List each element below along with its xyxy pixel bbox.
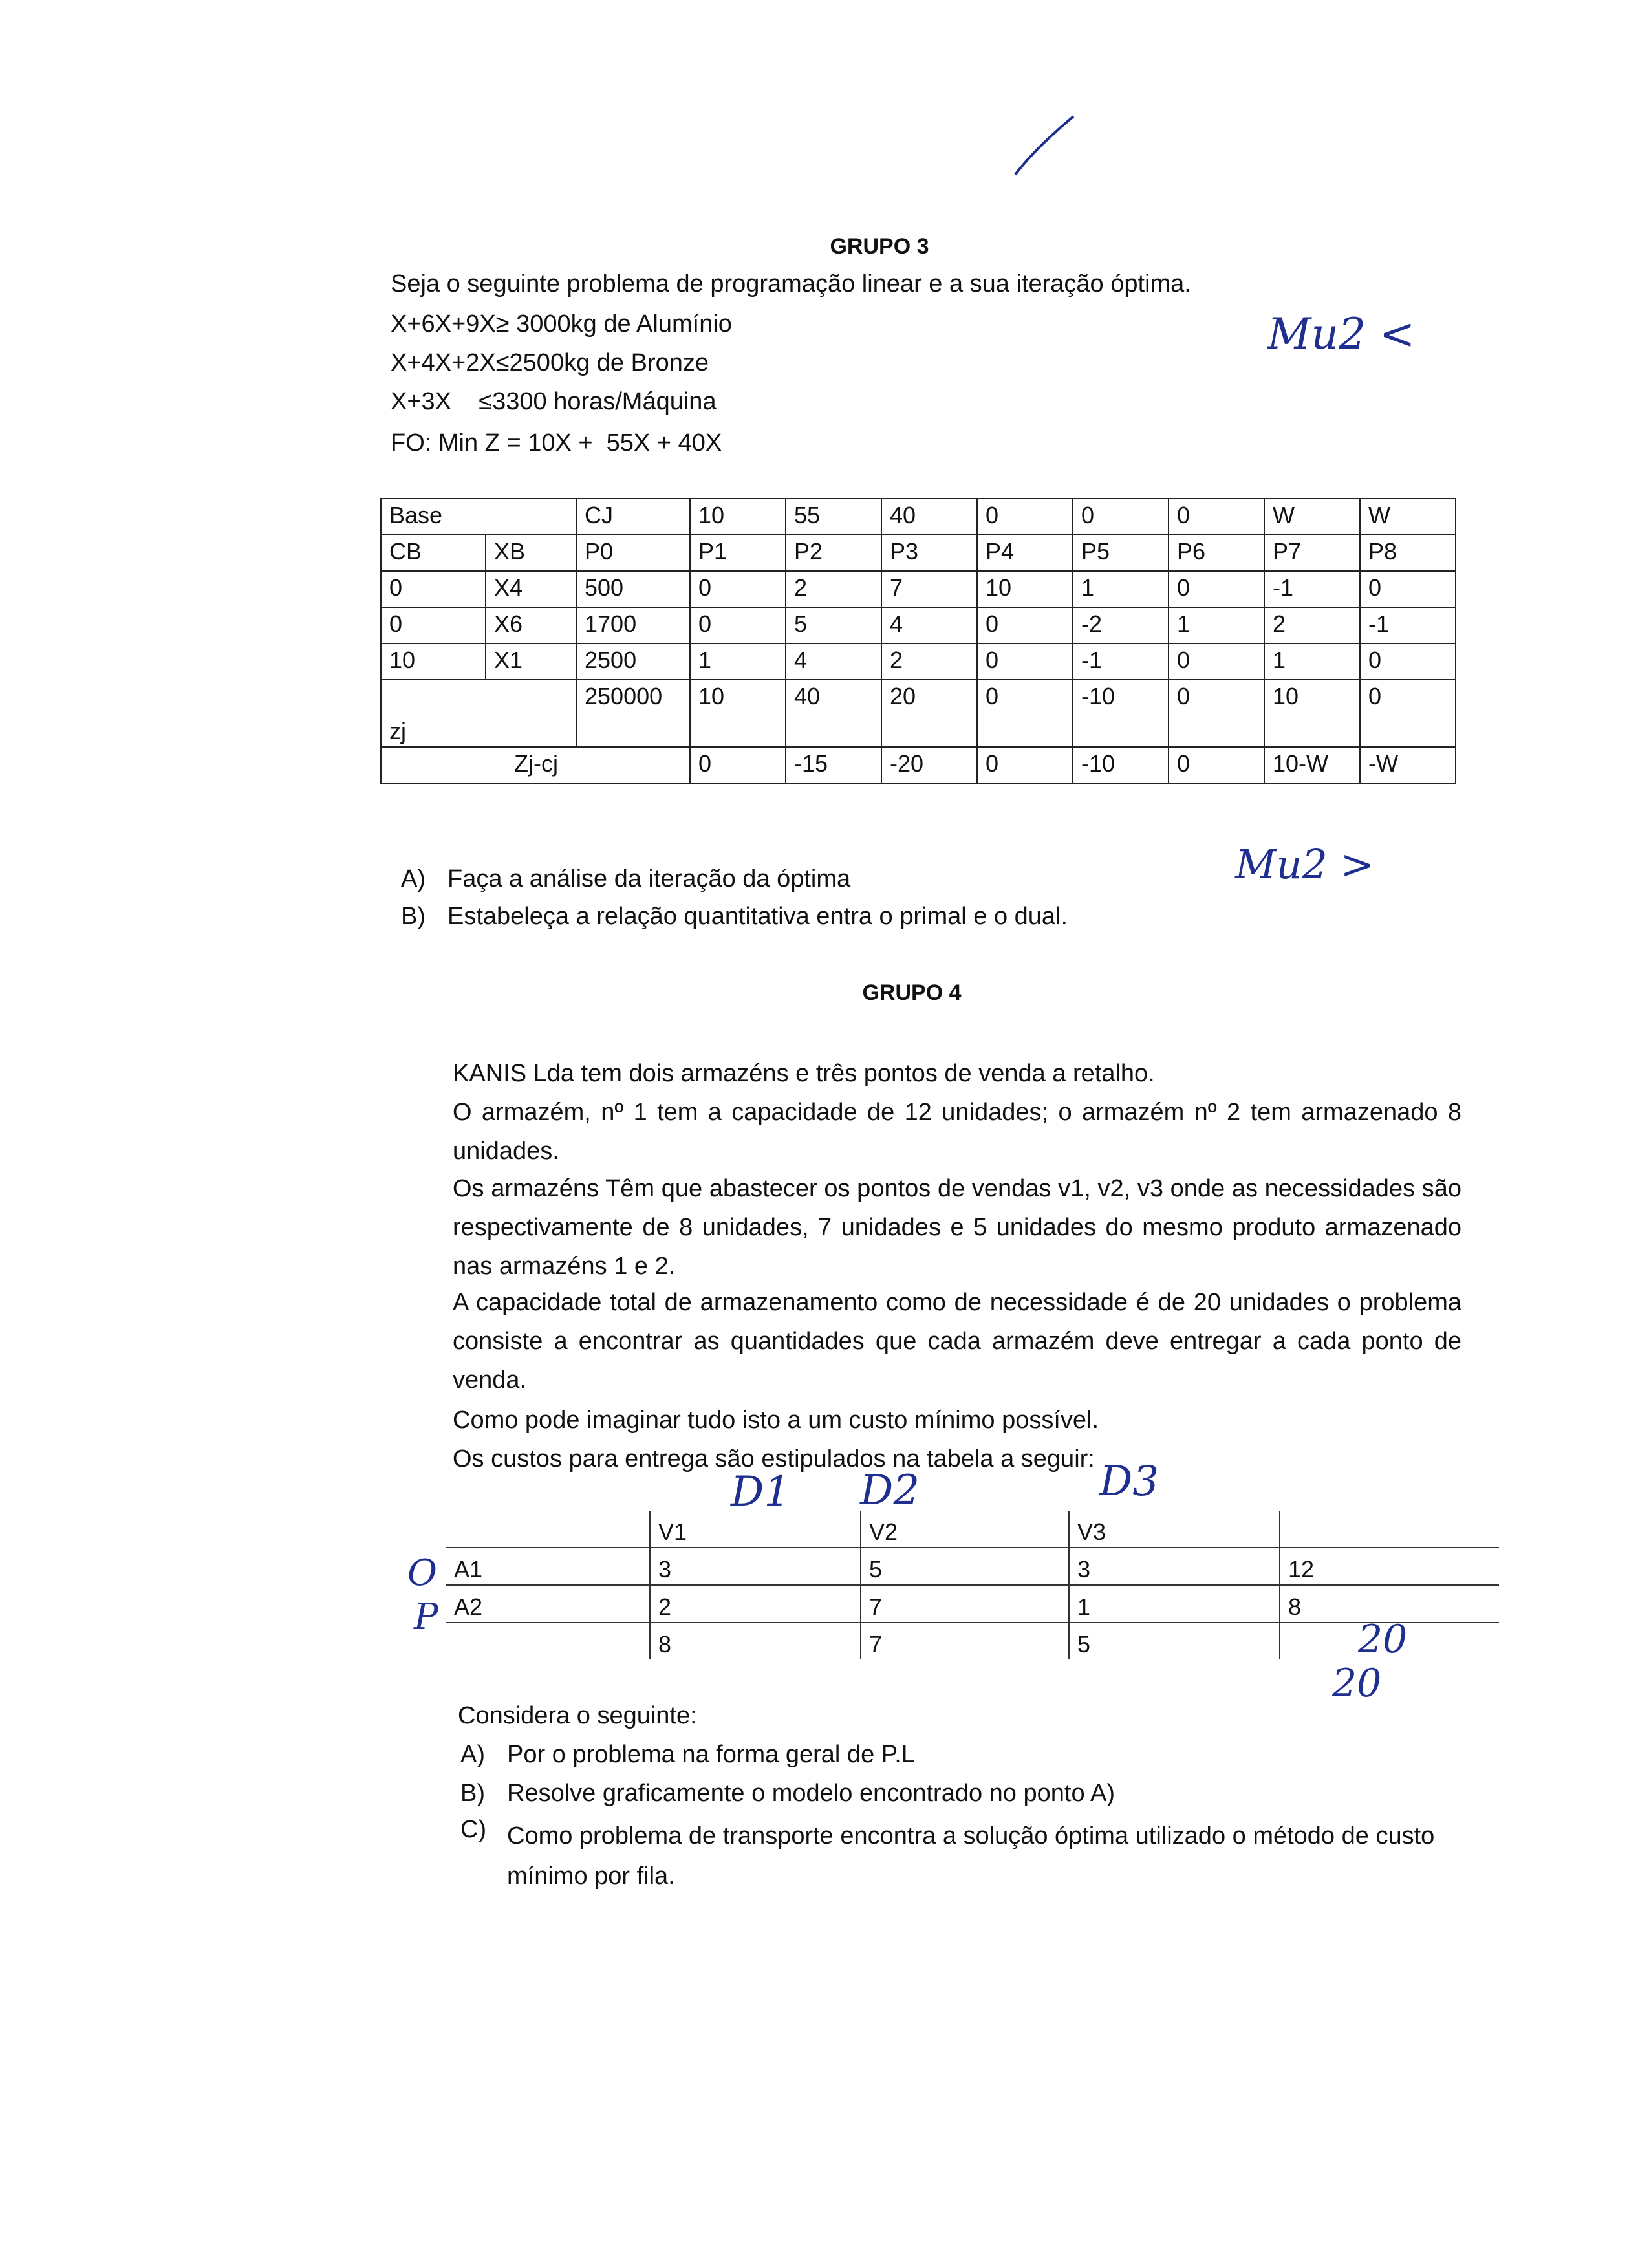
table-cell: -10: [1073, 680, 1169, 747]
table-cell: P4: [977, 535, 1073, 571]
table-cell: 0: [1073, 499, 1169, 535]
table-row: [446, 1511, 1499, 1548]
table-cell: 2: [881, 643, 977, 680]
table-cell: 3: [650, 1548, 861, 1585]
table-cell: P1: [690, 535, 786, 571]
table-row: [381, 499, 1456, 535]
table-cell: X6: [486, 607, 576, 643]
table-cell: -1: [1360, 607, 1456, 643]
table-cell: [446, 1623, 650, 1659]
question-text: Resolve graficamente o modelo encontrado no ponto A): [507, 1780, 1116, 1807]
table-cell: X1: [486, 643, 576, 680]
table-cell: 7: [861, 1585, 1069, 1623]
table-cell: 500: [576, 571, 690, 607]
table-cell: 2500: [576, 643, 690, 680]
table-cell: 2: [786, 571, 881, 607]
table-cell: 2: [1264, 607, 1360, 643]
table-cell: 12: [1280, 1548, 1499, 1585]
grupo3-title: GRUPO 3: [830, 234, 929, 259]
grupo4-paragraph-5: Como pode imaginar tudo isto a um custo mínimo possível.: [453, 1407, 1099, 1434]
table-cell: 10: [381, 643, 486, 680]
table-cell: 40: [786, 680, 881, 747]
table-cell: -1: [1264, 571, 1360, 607]
objective-function: FO: Min Z = 10X + 55X + 40X: [391, 429, 722, 457]
grupo4-paragraph-4: A capacidade total de armazenamento como de necessidade é de 20 unidades o problema consiste a encontrar as quantidades que cada armazém deve entregar a cada ponto de venda.: [453, 1289, 1461, 1394]
table-cell: zj: [381, 680, 576, 747]
table-cell: 0: [977, 747, 1073, 783]
table-cell: -20: [881, 747, 977, 783]
table-cell: -15: [786, 747, 881, 783]
table-cell: 0: [381, 571, 486, 607]
table-cell: 1: [1264, 643, 1360, 680]
table-row: [446, 1623, 1499, 1659]
table-cell: P7: [1264, 535, 1360, 571]
table-cell: 0: [977, 607, 1073, 643]
table-cell: 250000: [576, 680, 690, 747]
handwritten-total-top: 20: [1358, 1617, 1408, 1662]
simplex-table: [380, 498, 1456, 784]
table-cell: -2: [1073, 607, 1169, 643]
table-cell: 0: [1360, 643, 1456, 680]
table-cell: A2: [446, 1585, 650, 1623]
table-cell: -1: [1073, 643, 1169, 680]
table-cell: 4: [881, 607, 977, 643]
question-text: Faça a análise da iteração da óptima: [447, 865, 851, 892]
question-a: [401, 865, 851, 893]
table-cell: 10: [977, 571, 1073, 607]
constraint-horas: X+3X ≤3300 horas/Máquina: [391, 388, 717, 415]
table-cell: V2: [861, 1511, 1069, 1548]
table-cell: A1: [446, 1548, 650, 1585]
table-cell: -W: [1360, 747, 1456, 783]
table-cell: 8: [650, 1623, 861, 1659]
question-text: Como problema de transporte encontra a solução óptima utilizado o método de custo mínimo por fila.: [507, 1822, 1435, 1890]
table-cell: 5: [861, 1548, 1069, 1585]
table-row: [446, 1585, 1499, 1623]
table-cell: 20: [881, 680, 977, 747]
grupo4-paragraph-3: Os armazéns Têm que abastecer os pontos de vendas v1, v2, v3 onde as necessidades são respectivamente de 8 unidades, 7 unidades e 5 unidades do mesmo produto armazenado nas armazéns 1 e 2.: [453, 1175, 1461, 1280]
table-cell: P3: [881, 535, 977, 571]
grupo3-intro: Seja o seguinte problema de programação linear e a sua iteração óptima.: [391, 270, 1191, 297]
table-cell: XB: [486, 535, 576, 571]
table-cell: 0: [1169, 499, 1264, 535]
question-b: [401, 903, 1068, 931]
constraint-bronze: X+4X+2X≤2500kg de Bronze: [391, 349, 709, 376]
table-cell: V3: [1069, 1511, 1280, 1548]
table-cell: Base: [381, 499, 576, 535]
table-cell: 10-W: [1264, 747, 1360, 783]
table-cell: 0: [1169, 643, 1264, 680]
table-cell: 0: [1360, 571, 1456, 607]
grupo4-paragraph-2: O armazém, nº 1 tem a capacidade de 12 unidades; o armazém nº 2 tem armazenado 8 unidades.: [453, 1099, 1461, 1165]
check-mark: [1009, 110, 1080, 184]
table-cell: 1: [1073, 571, 1169, 607]
table-cell: [446, 1511, 650, 1548]
question-text: Estabeleça a relação quantitativa entra o primal e o dual.: [447, 903, 1068, 930]
table-row: [381, 607, 1456, 643]
table-cell: CB: [381, 535, 486, 571]
table-cell: P8: [1360, 535, 1456, 571]
table-row: [381, 535, 1456, 571]
handwritten-d1: D1: [731, 1468, 791, 1516]
handwritten-d2: D2: [860, 1467, 920, 1515]
table-cell: 0: [690, 747, 786, 783]
table-cell: 0: [1169, 680, 1264, 747]
table-cell: V1: [650, 1511, 861, 1548]
grupo4-title: GRUPO 4: [862, 980, 962, 1005]
table-cell: 7: [881, 571, 977, 607]
question-c: [460, 1816, 1435, 1890]
table-cell: 4: [786, 643, 881, 680]
table-row: [381, 680, 1456, 747]
table-cell: 5: [1069, 1623, 1280, 1659]
question-a: [460, 1741, 915, 1769]
handwritten-p: P: [414, 1596, 438, 1638]
question-b: [460, 1780, 1116, 1808]
table-cell: 10: [690, 680, 786, 747]
table-cell: X4: [486, 571, 576, 607]
question-letter: B): [401, 903, 426, 930]
consider-label: Considera o seguinte:: [458, 1702, 697, 1729]
table-cell: 0: [1169, 571, 1264, 607]
table-cell: 1: [690, 643, 786, 680]
table-row: [446, 1548, 1499, 1585]
table-cell: 10: [1264, 680, 1360, 747]
table-cell: 0: [1360, 680, 1456, 747]
table-row: [381, 643, 1456, 680]
handwritten-o: O: [407, 1552, 437, 1594]
table-cell: 5: [786, 607, 881, 643]
table-cell: 10: [690, 499, 786, 535]
table-cell: 8: [1280, 1585, 1499, 1623]
table-cell: 1: [1069, 1585, 1280, 1623]
table-cell: P6: [1169, 535, 1264, 571]
table-cell: CJ: [576, 499, 690, 535]
grupo4-paragraph-1: KANIS Lda tem dois armazéns e três pontos de venda a retalho.: [453, 1060, 1155, 1087]
constraint-aluminio: X+6X+9X≥ 3000kg de Alumínio: [391, 310, 732, 338]
table-cell: 0: [1169, 747, 1264, 783]
table-cell: 0: [690, 571, 786, 607]
question-letter: A): [460, 1741, 485, 1768]
table-cell: 7: [861, 1623, 1069, 1659]
table-cell: 2: [650, 1585, 861, 1623]
table-cell: 1700: [576, 607, 690, 643]
table-cell: 0: [977, 643, 1073, 680]
table-cell: P0: [576, 535, 690, 571]
table-cell: 0: [690, 607, 786, 643]
handwritten-d3: D3: [1099, 1458, 1159, 1506]
question-text: Por o problema na forma geral de P.L: [507, 1741, 915, 1768]
table-cell: W: [1360, 499, 1456, 535]
question-letter: C): [460, 1816, 487, 1843]
question-letter: B): [460, 1780, 485, 1807]
table-cell: Zj-cj: [381, 747, 690, 783]
handwritten-note-top: Mu2 <: [1267, 309, 1416, 359]
grupo4-paragraph-6: Os custos para entrega são estipulados na tabela a seguir:: [453, 1445, 1095, 1473]
table-cell: -10: [1073, 747, 1169, 783]
table-cell: W: [1264, 499, 1360, 535]
table-cell: 55: [786, 499, 881, 535]
table-cell: 0: [977, 680, 1073, 747]
handwritten-total-bottom: 20: [1332, 1661, 1382, 1706]
table-cell: 3: [1069, 1548, 1280, 1585]
table-cell: 0: [977, 499, 1073, 535]
table-cell: 0: [381, 607, 486, 643]
table-cell: 40: [881, 499, 977, 535]
table-row: [381, 747, 1456, 783]
table-cell: [1280, 1511, 1499, 1548]
transport-cost-table: [446, 1511, 1499, 1659]
handwritten-note-side: Mu2 >: [1235, 841, 1374, 888]
table-cell: P5: [1073, 535, 1169, 571]
table-cell: 1: [1169, 607, 1264, 643]
question-letter: A): [401, 865, 426, 892]
table-row: [381, 571, 1456, 607]
table-cell: P2: [786, 535, 881, 571]
